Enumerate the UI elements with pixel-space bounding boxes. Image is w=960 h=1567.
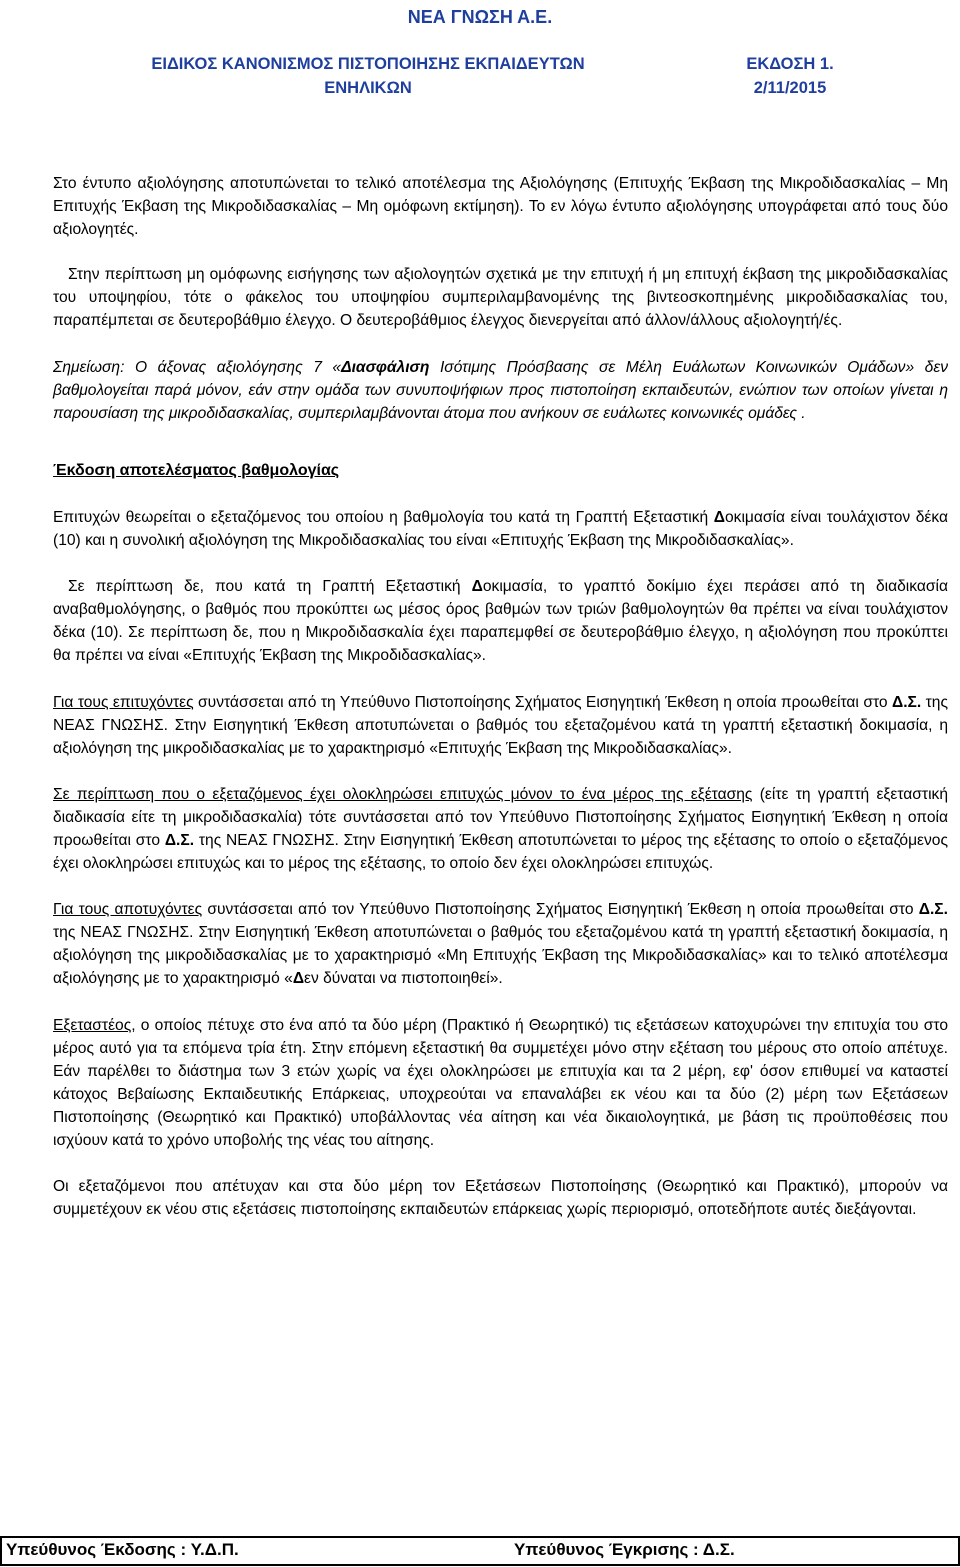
company-title: ΝΕΑ ΓΝΩΣΗ Α.Ε. (407, 7, 553, 27)
paragraph-evaluation-form: Στο έντυπο αξιολόγησης αποτυπώνεται το τελικό αποτέλεσμα της Αξιολόγησης (Επιτυχής Έκβαση της Μικροδιδασκαλίας – Μη Επιτυχής Έκβαση της Μικροδιδασκαλίας – Μη ομόφωνη εκτίμηση). Το εν λόγω έντυπο αξιολόγησης υπογράφεται από τους δύο αξιολογητές. (53, 175, 948, 239)
edition-label: ΕΚΔΟΣΗ 1. (746, 55, 834, 73)
paragraph-non-unanimous: Στην περίπτωση μη ομόφωνης εισήγησης των αξιολογητών σχετικά με την επιτυχή ή μη επιτυχή έκβαση της μικροδιδασκαλίας του υποψηφίου, τότε ο φάκελος του υποψηφίου συμπεριλαμβανομένης της βιντεοσκοπημένης μικροδιδασκαλίας του, παραπέμπεται σε δευτεροβάθμιο έλεγχο. Ο δευτεροβάθμιος έλεγχος διενεργείται από άλλον/άλλους αξιολογητή/ές. (53, 266, 948, 330)
paragraph-failed-both: Οι εξεταζόμενοι που απέτυχαν και στα δύο μέρη τον Εξετάσεων Πιστοποίησης (Θεωρητικό και Πρακτικό), μπορούν να συμμετέχουν εκ νέου στις εξετάσεις πιστοποίησης εκπαιδευτών επάρκειας χωρίς περιορισμό, οποτεδήποτε αυτές διεξάγονται. (53, 1178, 948, 1219)
section-heading: Έκδοση αποτελέσματος βαθμολογίας (53, 461, 340, 479)
paragraph-success-criteria: Επιτυχών θεωρείται ο εξεταζόμενος του οποίου η βαθμολογία του κατά τη Γραπτή Εξεταστική Δοκιμασία είναι τουλάχιστον δέκα (10) και η συνολική αξιολόγηση της Μικροδιδασκαλίας του είναι «Επιτυχής Έκβαση της Μικροδιδασκαλίας». (53, 508, 948, 550)
paragraph-failed-candidates: Για τους αποτυχόντες συντάσσεται από τον Υπεύθυνο Πιστοποίησης Σχήματος Εισηγητική Έκθεση η οποία προωθείται στο Δ.Σ. της ΝΕΑΣ ΓΝΩΣΗΣ. Στην Εισηγητική Έκθεση αποτυπώνεται ο βαθμός του εξεταζομένου κατά τη γραπτή εξεταστική δοκιμασία, η αξιολόγηση της μικροδιδασκαλίας με το χαρακτηρισμό «Μη Επιτυχής Έκβαση της Μικροδιδασκαλίας» και το τελικό αποτέλεσμα αξιολόγησης με το χαρακτηρισμό «Δεν δύναται να πιστοποιηθεί». (53, 901, 948, 988)
note-paragraph: Σημείωση: Ο άξονας αξιολόγησης 7 «Διασφάλιση Ισότιμης Πρόσβασης σε Μέλη Ευάλωτων Κοινωνικών Ομάδων» δεν βαθμολογείται παρά μόνον, εάν στην ομάδα των συνυποψήφιων προς πιστοποίηση εκπαιδευτών, ενώπιον των οποίων γίνεται η παρουσίαση της μικροδιδασκαλίας, συμπεριλαμβάνονται άτομα που ανήκουν σε ευάλωτες κοινωνικές ομάδες . (53, 358, 948, 422)
paragraph-successful-candidates: Για τους επιτυχόντες συντάσσεται από τη Υπεύθυνο Πιστοποίησης Σχήματος Εισηγητική Έκθεση η οποία προωθείται στο Δ.Σ. της ΝΕΑΣ ΓΝΩΣΗΣ. Στην Εισηγητική Έκθεση αποτυπώνεται ο βαθμός του εξεταζομένου κατά τη γραπτή εξεταστική δοκιμασία, η αξιολόγηση της μικροδιδασκαλίας με το χαρακτηρισμό «Επιτυχής Έκβαση της Μικροδιδασκαλίας». (53, 693, 948, 757)
document-title-line2: ΕΝΗΛΙΚΩΝ (324, 79, 412, 97)
footer-issuer: Υπεύθυνος Έκδοσης : Υ.Δ.Π. (6, 1540, 239, 1559)
footer-approver: Υπεύθυνος Έγκρισης : Δ.Σ. (514, 1540, 735, 1559)
page-footer (0, 1536, 960, 1566)
paragraph-regrading: Σε περίπτωση δε, που κατά τη Γραπτή Εξεταστική Δοκιμασία, το γραπτό δοκίμιο έχει περάσει από τη διαδικασία αναβαθμολόγησης, ο βαθμός που προκύπτει ως μέσος όρος βαθμών των τριών βαθμολογητών θα πρέπει να είναι τουλάχιστον δέκα (10). Σε περίπτωση δε, που η Μικροδιδασκαλία έχει παραπεμφθεί σε δευτεροβάθμιο έλεγχο, η αξιολόγηση που προκύπτει θα πρέπει να είναι «Επιτυχής Έκβαση της Μικροδιδασκαλίας». (53, 578, 948, 665)
paragraph-examinee-retention: Εξεταστέος, ο οποίος πέτυχε στο ένα από τα δύο μέρη (Πρακτικό ή Θεωρητικό) τις εξετάσεων κατοχυρώνει την επιτυχία του στο μέρος αυτό για τα επόμενα τρία έτη. Στην επόμενη εξεταστική θα συμμετέχει μόνο στην εξέταση του μέρους στο οποίο απέτυχε. Εάν παρέλθει το διάστημα των 3 ετών χωρίς να έχει ολοκληρώσει με επιτυχία και τα 2 μέρη, εφ' όσον επιθυμεί να καταστεί κάτοχος Βεβαίωσης Εκπαιδευτικής Επάρκειας, υποχρεούται να επαναλάβει εκ νέου και τα δύο (2) μέρη των Εξετάσεων Πιστοποίησης (Θεωρητικό και Πρακτικό) υποβάλλοντας νέα αίτηση και νέα δικαιολογητικά, με βάση τις προϋποθέσεις που ισχύουν κατά το χρόνο υποβολής της νέας του αίτησης. (53, 1016, 948, 1149)
paragraph-partial-completion: Σε περίπτωση που ο εξεταζόμενος έχει ολοκληρώσει επιτυχώς μόνον το ένα μέρος της εξέτασης (είτε τη γραπτή εξεταστική διαδικασία είτε τη μικροδιδασκαλία) τότε συντάσσεται από τον Υπεύθυνο Πιστοποίησης Σχήματος Εισηγητική Έκθεση η οποία προωθείται στο Δ.Σ. της ΝΕΑΣ ΓΝΩΣΗΣ. Στην Εισηγητική Έκθεση αποτυπώνεται το μέρος της εξέτασης το οποίο ο εξεταζόμενος έχει ολοκληρώσει επιτυχώς και το μέρος της εξέτασης, το οποίο δεν έχει ολοκληρώσει επιτυχώς. (53, 785, 948, 873)
document-body (53, 172, 948, 1221)
document-title (118, 52, 618, 100)
edition-info (690, 52, 890, 100)
page-header (0, 0, 960, 130)
edition-date: 2/11/2015 (753, 79, 827, 97)
document-title-line1: ΕΙΔΙΚΟΣ ΚΑΝΟΝΙΣΜΟΣ ΠΙΣΤΟΠΟΙΗΣΗΣ ΕΚΠΑΙΔΕΥΤΩΝ (151, 55, 585, 73)
